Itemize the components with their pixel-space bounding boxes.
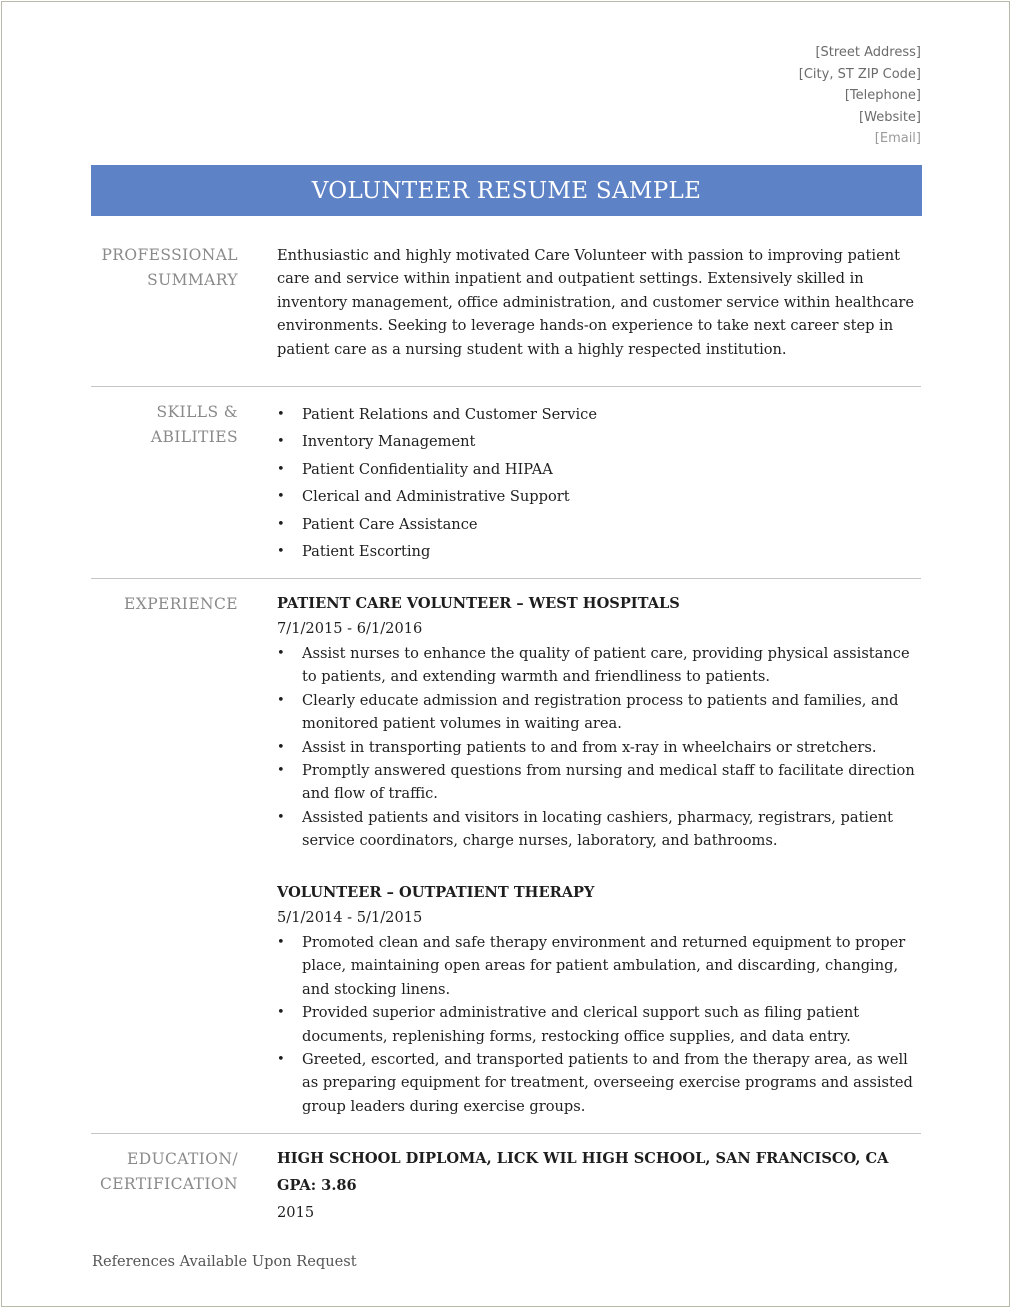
- skill-text: Patient Escorting: [302, 542, 431, 560]
- bullet-icon: •: [277, 516, 285, 532]
- job-entry: [277, 881, 927, 1118]
- bullet-icon: •: [277, 489, 285, 505]
- education-label-line2: CERTIFICATION: [99, 1174, 238, 1193]
- job-title: VOLUNTEER – OUTPATIENT THERAPY: [277, 884, 595, 901]
- skill-item: [277, 428, 597, 455]
- bullet-icon: •: [277, 739, 285, 755]
- bullet-icon: •: [277, 1052, 285, 1068]
- skills-label-line1: SKILLS &: [156, 403, 238, 421]
- summary-label: [92, 243, 238, 292]
- bullet-icon: •: [277, 692, 285, 708]
- degree: HIGH SCHOOL DIPLOMA, LICK WIL HIGH SCHOOL, SAN FRANCISCO, CA: [277, 1150, 889, 1167]
- job-dates: 7/1/2015 - 6/1/2016: [277, 620, 423, 637]
- contact-info: [799, 42, 921, 150]
- skill-item: [277, 401, 597, 428]
- bullet-icon: •: [277, 763, 285, 779]
- bullet-text: Promptly answered questions from nursing and medical staff to facilitate direction and flow of traffic.: [302, 762, 915, 803]
- bullet-icon: •: [277, 935, 285, 950]
- bullet-icon: •: [277, 646, 285, 661]
- skill-item: [277, 511, 597, 538]
- bullet-text: Assisted patients and visitors in locating cashiers, pharmacy, registrars, patient service coordinators, charge nurses, laboratory, and bathrooms.: [302, 808, 894, 850]
- divider: [91, 386, 921, 387]
- bullet-icon: •: [277, 809, 285, 825]
- bullet-icon: •: [277, 407, 285, 422]
- list-item: [277, 806, 927, 853]
- gpa: GPA: 3.86: [277, 1176, 357, 1194]
- divider: [91, 578, 921, 579]
- education-label: [92, 1147, 238, 1196]
- skill-text: Clerical and Administrative Support: [302, 488, 570, 506]
- bullet-text: Provided superior administrative and clerical support such as filing patient documents, replenishing forms, restocking office supplies, and data entry.: [302, 1004, 860, 1045]
- graduation-year: 2015: [277, 1204, 315, 1221]
- bullet-text: Assist nurses to enhance the quality of patient care, providing physical assistance to patients, and extending warmth and friendliness to patients.: [302, 645, 910, 686]
- skills-list: [277, 401, 597, 565]
- list-item: [277, 689, 927, 736]
- bullet-icon: •: [277, 434, 285, 450]
- bullet-text: Assist in transporting patients to and from x-ray in wheelchairs or stretchers.: [302, 738, 877, 756]
- skill-item: [277, 456, 597, 483]
- resume-title: VOLUNTEER RESUME SAMPLE: [311, 177, 702, 204]
- skills-label: [92, 400, 238, 449]
- bullet-icon: •: [277, 461, 285, 477]
- skill-text: Patient Relations and Customer Service: [302, 406, 597, 423]
- skills-label-line2: ABILITIES: [150, 427, 238, 446]
- bullet-text: Greeted, escorted, and transported patients to and from the therapy area, as well as preparing equipment for treatment, overseeing exercise programs and assisted group leaders during exercise groups.: [302, 1051, 913, 1115]
- skill-text: Patient Confidentiality and HIPAA: [302, 460, 553, 478]
- bullet-text: Clearly educate admission and registration process to patients and families, and monitored patient volumes in waiting area.: [302, 691, 899, 733]
- list-item: [277, 642, 927, 689]
- references-note: References Available Upon Request: [92, 1253, 357, 1270]
- summary-label-line2: SUMMARY: [147, 270, 238, 289]
- summary-label-line1: PROFESSIONAL: [101, 246, 238, 264]
- job-entry: [277, 592, 927, 853]
- list-item: [277, 931, 927, 1001]
- job-dates: 5/1/2014 - 5/1/2015: [277, 909, 423, 926]
- job-bullets: [277, 931, 927, 1118]
- list-item: [277, 736, 927, 759]
- skill-text: Patient Care Assistance: [302, 515, 478, 533]
- bullet-icon: •: [277, 1005, 285, 1021]
- website: [Website]: [859, 109, 921, 125]
- divider: [91, 1133, 921, 1134]
- skill-text: Inventory Management: [302, 433, 476, 451]
- telephone: [Telephone]: [844, 88, 921, 103]
- city-zip: [City, ST ZIP Code]: [798, 66, 921, 82]
- list-item: [277, 759, 927, 806]
- email: [Email]: [874, 131, 921, 146]
- skill-item: [277, 538, 597, 565]
- bullet-icon: •: [277, 543, 285, 559]
- education-label-line1: EDUCATION/: [127, 1150, 238, 1168]
- title-banner: [91, 165, 922, 216]
- list-item: [277, 1048, 927, 1118]
- list-item: [277, 1001, 927, 1048]
- job-title: PATIENT CARE VOLUNTEER – WEST HOSPITALS: [277, 595, 680, 612]
- experience-label: EXPERIENCE: [124, 595, 238, 613]
- bullet-text: Promoted clean and safe therapy environment and returned equipment to proper place, maintaining open areas for patient ambulation, and discarding, changing, and stocking linens.: [302, 934, 906, 998]
- summary-text: Enthusiastic and highly motivated Care Volunteer with passion to improving patient care and service within inpatient and outpatient settings. Extensively skilled in inventory management, office administration, and customer service within healthcare environments. Seeking to leverage hands-on experience to take next career step in patient care as a nursing student with a highly respected institution.: [277, 247, 915, 358]
- street-address: [Street Address]: [815, 45, 921, 60]
- education-entry: [277, 1146, 927, 1226]
- skill-item: [277, 483, 597, 510]
- job-bullets: [277, 642, 927, 853]
